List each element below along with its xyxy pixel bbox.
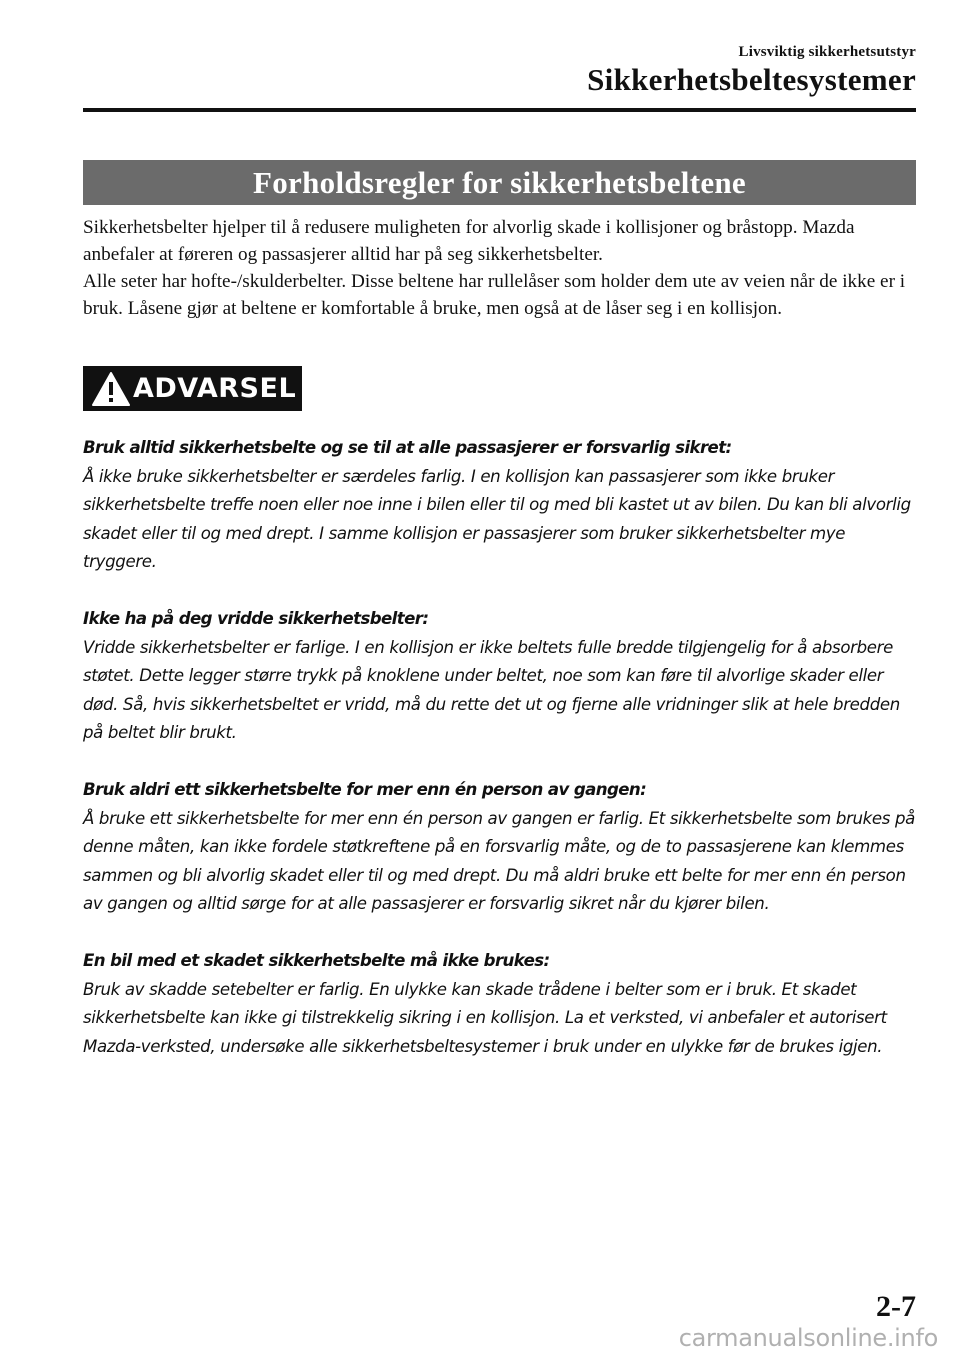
warning-list — [83, 434, 923, 1090]
header-divider — [83, 108, 916, 112]
chapter-title: Livsviktig sikkerhetsutstyr — [738, 44, 916, 60]
warning-item — [83, 947, 923, 1061]
warning-item — [83, 434, 923, 577]
page-number: 2-7 — [876, 1290, 916, 1323]
warning-heading: Bruk aldri ett sikkerhetsbelte for mer enn én person av gangen: — [83, 780, 647, 799]
warning-body: Vridde sikkerhetsbelter er farlige. I en kollisjon er ikke beltets fulle bredde tilgjengelig for å absorbere støtet. Dette legger større trykk på knoklene under beltet, noe som kan føre til alvorlige skader eller død. Så, hvis sikkerhetsbeltet er vridd, må du rette det ut og fjerne alle vridninger slik at hele bredden på beltet blir brukt. — [83, 637, 900, 742]
intro-text — [83, 214, 923, 322]
warning-heading: En bil med et skadet sikkerhetsbelte må ikke brukes: — [83, 951, 550, 970]
warning-badge — [83, 366, 302, 411]
warning-item — [83, 605, 923, 748]
warning-item — [83, 776, 923, 919]
warning-body: Bruk av skadde setebelter er farlig. En ulykke kan skade trådene i belter som er i bruk. Et skadet sikkerhetsbelte kan ikke gi tilstrekkelig sikring i en kollisjon. La et verksted, vi anbefaler et autorisert Mazda-verksted, undersøke alle sikkerhetsbeltesystemer i bruk under en ulykke før de brukes igjen. — [83, 979, 887, 1056]
warning-triangle-icon — [91, 366, 131, 411]
warning-body: Å bruke ett sikkerhetsbelte for mer enn én person av gangen er farlig. Et sikkerhetsbelte som brukes på denne måten, kan ikke fordele støtkreftene på en forsvarlig måte, og de to passasjerene kan klemmes sammen og bli alvorlig skadet eller til og med drept. Du må aldri bruke ett belte for mer enn én person av gangen og alltid sørge for at alle passasjerer er forsvarlig sikret når du kjører bilen. — [83, 808, 915, 913]
section-title-header: Sikkerhetsbeltesystemer — [587, 62, 916, 97]
intro-paragraph-2: Alle seter har hofte-/skulderbelter. Disse beltene har rullelåser som holder dem ute av veien når de ikke er i bruk. Låsene gjør at beltene er komfortable å bruke, men også at de låser seg i en kollisjon. — [83, 271, 906, 319]
warning-heading: Ikke ha på deg vridde sikkerhetsbelter: — [83, 609, 429, 628]
warning-label: ADVARSEL — [133, 373, 297, 404]
warning-heading: Bruk alltid sikkerhetsbelte og se til at alle passasjerer er forsvarlig sikret: — [83, 438, 732, 457]
warning-body: Å ikke bruke sikkerhetsbelter er særdeles farlig. I en kollisjon kan passasjerer som ikke bruker sikkerhetsbelte treffe noen eller noe inne i bilen eller til og med bli kastet ut av bilen. Du kan bli alvorlig skadet eller til og med drept. I samme kollisjon er passasjerer som bruker sikkerhetsbelter mye tryggere. — [83, 466, 911, 571]
section-banner: Forholdsregler for sikkerhetsbeltene — [83, 160, 916, 205]
intro-paragraph-1: Sikkerhetsbelter hjelper til å redusere muligheten for alvorlig skade i kollisjoner og bråstopp. Mazda anbefaler at føreren og passasjerer alltid har på seg sikkerhetsbelter. — [83, 217, 855, 265]
watermark: carmanualsonline.info — [678, 1324, 938, 1352]
